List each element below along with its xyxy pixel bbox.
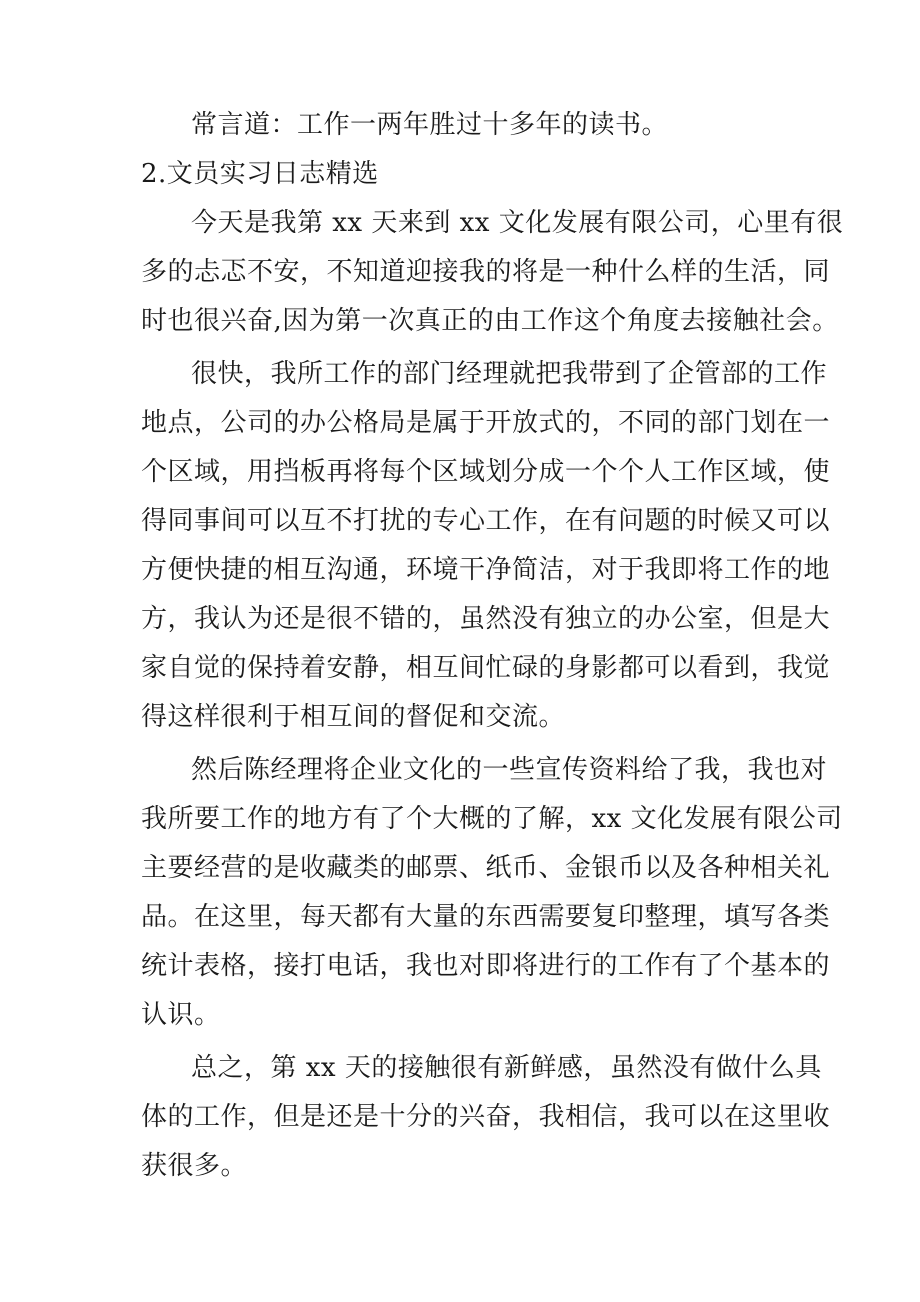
paragraph-line: 方，我认为还是很不错的，虽然没有独立的办公室，但是大 [141,604,831,634]
paragraph-line: 获很多。 [141,1151,248,1181]
paragraph-line: 常言道：工作一两年胜过十多年的读书。 [191,110,669,140]
paragraph-line: 主要经营的是收藏类的邮票、纸币、金银币以及各种相关礼 [141,853,831,883]
paragraph-line: 今天是我第 xx 天来到 xx 文化发展有限公司，心里有很 [191,208,844,238]
paragraph-line: 总之，第 xx 天的接触很有新鲜感，虽然没有做什么具 [191,1053,822,1083]
paragraph-line: 我所要工作的地方有了个大概的了解，xx 文化发展有限公司 [141,804,843,834]
paragraph [141,755,843,1030]
paragraph [141,359,831,732]
paragraph-line: 品。在这里，每天都有大量的东西需要复印整理，填写各类 [141,902,831,932]
paragraph-line: 得这样很利于相互间的督促和交流。 [141,702,566,732]
paragraph-line: 统计表格，接打电话，我也对即将进行的工作有了个基本的 [141,951,831,981]
paragraph-line: 体的工作，但是还是十分的兴奋，我相信，我可以在这里收 [141,1102,831,1132]
paragraph-line: 地点，公司的办公格局是属于开放式的，不同的部门划在一 [141,408,831,438]
paragraph-line: 认识。 [141,1000,221,1030]
paragraph [141,1053,831,1181]
paragraph-line: 然后陈经理将企业文化的一些宣传资料给了我，我也对 [191,755,828,785]
heading-line: 2.文员实习日志精选 [141,159,379,189]
paragraph-line: 时也很兴奋,因为第一次真正的由工作这个角度去接触社会。 [141,306,839,336]
paragraph-line: 得同事间可以互不打扰的专心工作，在有问题的时候又可以 [141,506,831,536]
paragraph-line: 家自觉的保持着安静，相互间忙碌的身影都可以看到，我觉 [141,653,831,683]
paragraph-line: 很快，我所工作的部门经理就把我带到了企管部的工作 [191,359,828,389]
paragraph-line: 个区域，用挡板再将每个区域划分成一个个人工作区域，使 [141,457,831,487]
paragraph [141,112,783,138]
document-page [141,110,844,1202]
section-heading [141,161,783,187]
paragraph [141,208,844,336]
paragraph-line: 方便快捷的相互沟通，环境干净简洁，对于我即将工作的地 [141,555,831,585]
paragraph-line: 多的忐忑不安，不知道迎接我的将是一种什么样的生活，同 [141,257,831,287]
